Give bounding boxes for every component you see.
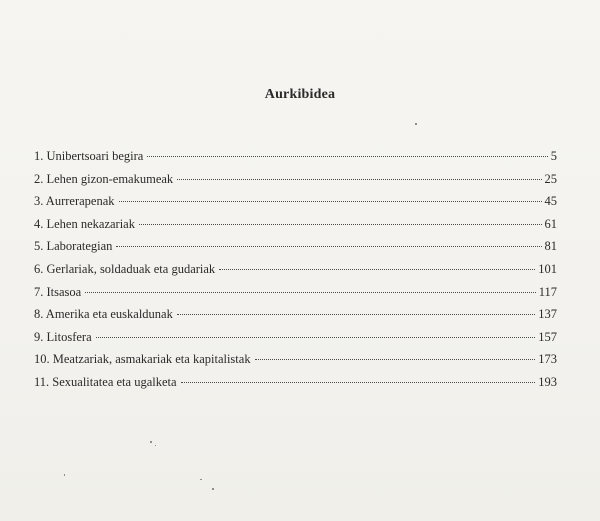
toc-entry [34, 261, 557, 284]
toc-entry-label: 4. Lehen nekazariak [34, 216, 135, 231]
toc-entry-label: 9. Litosfera [34, 329, 92, 344]
toc-entry-page: 5 [550, 149, 557, 163]
scan-speck [212, 488, 214, 490]
toc-entry-label: 8. Amerika eta euskaldunak [34, 307, 173, 322]
dot-leader [116, 246, 541, 247]
toc-entry-page: 61 [544, 216, 557, 231]
toc-entry-page: 137 [538, 307, 557, 322]
toc-entry [34, 329, 557, 352]
dot-leader [119, 201, 542, 202]
toc-entry-page: 117 [538, 284, 557, 299]
toc-entry-page: 25 [544, 171, 557, 186]
toc-entry-label: 5. Laborategian [34, 239, 113, 254]
dot-leader [85, 292, 535, 293]
dot-leader [181, 382, 536, 383]
toc-entry-page: 45 [544, 194, 557, 209]
toc-entry-label: 2. Lehen gizon-emakumeak [34, 171, 174, 186]
toc-entry [34, 351, 557, 374]
toc-entry [34, 306, 557, 329]
dot-leader [177, 314, 535, 315]
scan-speck [64, 474, 65, 476]
table-of-contents [34, 148, 557, 397]
toc-entry [34, 238, 557, 261]
toc-entry-label: 6. Gerlariak, soldaduak eta gudariak [34, 261, 216, 276]
dot-leader [255, 359, 536, 360]
toc-entry-page: 193 [538, 374, 557, 389]
toc-entry-label: 10. Meatzariak, asmakariak eta kapitalistak [34, 352, 251, 367]
toc-entry [34, 148, 557, 171]
page-title: Aurkibidea [264, 87, 336, 102]
toc-entry [34, 193, 557, 216]
dot-leader [219, 269, 535, 270]
toc-entry-page: 173 [538, 352, 557, 367]
toc-entry-page: 81 [544, 239, 557, 254]
scan-speck [415, 123, 417, 125]
toc-entry [34, 374, 557, 397]
dot-leader [139, 224, 542, 225]
dot-leader [177, 179, 541, 180]
toc-entry [34, 171, 557, 194]
toc-entry [34, 284, 557, 307]
toc-entry [34, 216, 557, 239]
toc-entry-page: 101 [538, 261, 557, 276]
dot-leader [96, 337, 536, 338]
toc-entry-label: 1. Unibertsoari begira [34, 149, 144, 163]
scan-speck [155, 445, 156, 446]
toc-entry-page: 157 [538, 329, 557, 344]
scan-speck [200, 479, 202, 480]
scan-speck [150, 441, 152, 443]
toc-entry-label: 7. Itsasoa [34, 284, 82, 299]
toc-entry-label: 3. Aurrerapenak [34, 194, 115, 209]
toc-entry-label: 11. Sexualitatea eta ugalketa [34, 374, 177, 389]
dot-leader [147, 156, 547, 157]
